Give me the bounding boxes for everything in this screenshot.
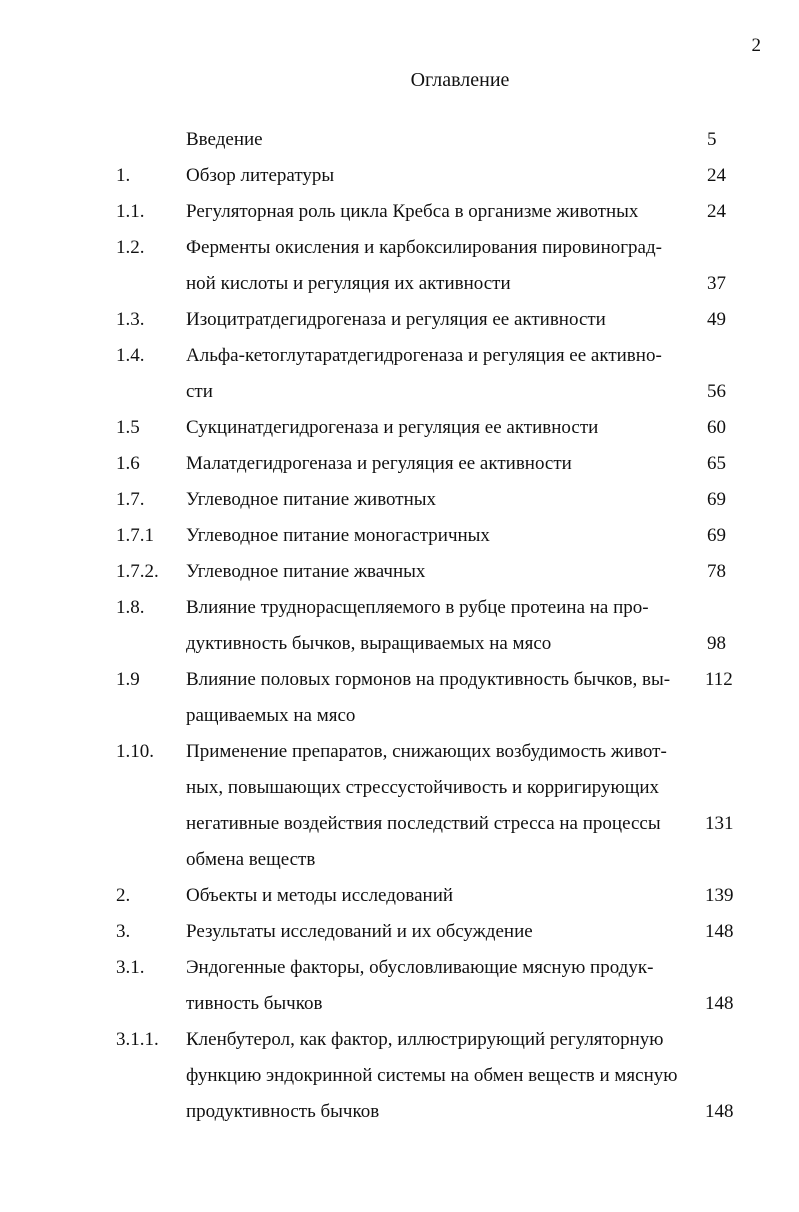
toc-entry-title: продуктивность бычков bbox=[186, 1101, 380, 1122]
toc-entry-title: Кленбутерол, как фактор, иллюстрирующий регуляторную bbox=[186, 1029, 664, 1050]
toc-entry bbox=[0, 518, 799, 554]
toc-entry-page: 148 bbox=[705, 921, 734, 942]
toc-entry-title: сти bbox=[186, 381, 213, 402]
toc-entry-number: 3.1.1. bbox=[116, 1029, 159, 1050]
toc-entry-number: 1.8. bbox=[116, 597, 145, 618]
toc-entry-page: 139 bbox=[705, 885, 734, 906]
toc-entry-line bbox=[0, 950, 799, 986]
toc-entry bbox=[0, 734, 799, 878]
toc-entry-line bbox=[0, 1058, 799, 1094]
toc-entry-title: Альфа-кетоглутаратдегидрогеназа и регуляция ее активно- bbox=[186, 345, 662, 366]
toc-entry-title: ных, повышающих стрессустойчивость и корригирующих bbox=[186, 777, 660, 798]
toc-entry-title: Применение препаратов, снижающих возбудимость живот- bbox=[186, 741, 667, 762]
toc-entry bbox=[0, 878, 799, 914]
toc-entry-number: 1.10. bbox=[116, 741, 154, 762]
toc-entry-title: Углеводное питание жвачных bbox=[186, 561, 426, 582]
toc-entry-line bbox=[0, 986, 799, 1022]
toc-entry bbox=[0, 590, 799, 662]
toc-entry-number: 1.3. bbox=[116, 309, 145, 330]
toc-entry-title: Изоцитратдегидрогеназа и регуляция ее активности bbox=[186, 309, 606, 330]
toc-entry-title: Обзор литературы bbox=[186, 165, 335, 186]
toc-entry-title: Углеводное питание животных bbox=[186, 489, 437, 510]
toc-entry-page: 69 bbox=[707, 489, 726, 510]
toc-entry-title: тивность бычков bbox=[186, 993, 323, 1014]
toc-entry-line bbox=[0, 914, 799, 950]
toc-entry-line bbox=[0, 806, 799, 842]
toc-entry bbox=[0, 446, 799, 482]
toc-entry-number: 2. bbox=[116, 885, 131, 906]
toc-entry-page: 112 bbox=[705, 669, 733, 690]
toc-entry-number: 1.7.2. bbox=[116, 561, 159, 582]
toc-entry-number: 1.4. bbox=[116, 345, 145, 366]
toc-entry-title: Сукцинатдегидрогеназа и регуляция ее активности bbox=[186, 417, 599, 438]
page-number: 2 bbox=[751, 35, 761, 56]
toc-entry-title: негативные воздействия последствий стресса на процессы bbox=[186, 813, 661, 834]
toc-entry-page: 60 bbox=[707, 417, 726, 438]
toc-entry-title: Малатдегидрогеназа и регуляция ее активности bbox=[186, 453, 572, 474]
toc-entry-line bbox=[0, 590, 799, 626]
toc-entry-line bbox=[0, 842, 799, 878]
toc-entry-page: 78 bbox=[707, 561, 726, 582]
toc-entry-number: 3.1. bbox=[116, 957, 145, 978]
toc-entry bbox=[0, 950, 799, 1022]
toc-entry-line bbox=[0, 698, 799, 734]
toc-entry bbox=[0, 914, 799, 950]
toc-entry bbox=[0, 338, 799, 410]
toc-entry-number: 1.1. bbox=[116, 201, 145, 222]
toc-entry-line bbox=[0, 158, 799, 194]
toc-entry bbox=[0, 302, 799, 338]
toc-entry-title: дуктивность бычков, выращиваемых на мясо bbox=[186, 633, 552, 654]
toc-entry-line bbox=[0, 878, 799, 914]
toc-entry-title: функцию эндокринной системы на обмен веществ и мясную bbox=[186, 1065, 678, 1086]
toc-entry bbox=[0, 410, 799, 446]
toc-entry bbox=[0, 122, 799, 158]
toc-entry-number: 1.6 bbox=[116, 453, 140, 474]
toc-entry bbox=[0, 662, 799, 734]
toc-entry-line bbox=[0, 338, 799, 374]
toc-entry-title: Углеводное питание моногастричных bbox=[186, 525, 490, 546]
toc-entry-page: 5 bbox=[707, 129, 717, 150]
toc-entry bbox=[0, 230, 799, 302]
toc-entry-line bbox=[0, 626, 799, 662]
toc-entry-number: 1.5 bbox=[116, 417, 140, 438]
toc-entry-page: 69 bbox=[707, 525, 726, 546]
table-of-contents bbox=[0, 122, 799, 1130]
toc-entry-line bbox=[0, 122, 799, 158]
toc-entry-title: Влияние труднорасщепляемого в рубце протеина на про- bbox=[186, 597, 649, 618]
toc-entry-title: Регуляторная роль цикла Кребса в организме животных bbox=[186, 201, 639, 222]
toc-entry bbox=[0, 482, 799, 518]
toc-entry-page: 24 bbox=[707, 165, 726, 186]
toc-entry-line bbox=[0, 374, 799, 410]
toc-entry bbox=[0, 554, 799, 590]
toc-entry-title: Результаты исследований и их обсуждение bbox=[186, 921, 533, 942]
toc-entry-page: 56 bbox=[707, 381, 726, 402]
toc-entry-number: 1. bbox=[116, 165, 131, 186]
toc-entry-line bbox=[0, 266, 799, 302]
toc-entry-line bbox=[0, 302, 799, 338]
toc-entry bbox=[0, 1022, 799, 1130]
toc-entry-page: 148 bbox=[705, 993, 734, 1014]
page-title: Оглавление bbox=[410, 69, 510, 91]
toc-entry-number: 3. bbox=[116, 921, 131, 942]
toc-entry-page: 98 bbox=[707, 633, 726, 654]
toc-entry-line bbox=[0, 734, 799, 770]
toc-entry-line bbox=[0, 518, 799, 554]
toc-entry-line bbox=[0, 482, 799, 518]
toc-entry-line bbox=[0, 1094, 799, 1130]
toc-entry-page: 49 bbox=[707, 309, 726, 330]
toc-entry bbox=[0, 158, 799, 194]
toc-entry-title: ращиваемых на мясо bbox=[186, 705, 356, 726]
toc-entry-page: 24 bbox=[707, 201, 726, 222]
toc-entry-title: обмена веществ bbox=[186, 849, 316, 870]
toc-entry-title: Ферменты окисления и карбоксилирования пировиноград- bbox=[186, 237, 662, 258]
toc-entry-number: 1.7.1 bbox=[116, 525, 154, 546]
toc-entry-page: 131 bbox=[705, 813, 734, 834]
toc-entry-line bbox=[0, 230, 799, 266]
toc-entry-title: Введение bbox=[186, 129, 263, 150]
toc-entry-title: ной кислоты и регуляция их активности bbox=[186, 273, 511, 294]
toc-entry-line bbox=[0, 662, 799, 698]
toc-entry-number: 1.7. bbox=[116, 489, 145, 510]
toc-entry-title: Влияние половых гормонов на продуктивность бычков, вы- bbox=[186, 669, 671, 690]
toc-entry-line bbox=[0, 770, 799, 806]
toc-entry-number: 1.2. bbox=[116, 237, 145, 258]
toc-entry-line bbox=[0, 1022, 799, 1058]
toc-entry-line bbox=[0, 410, 799, 446]
toc-entry-line bbox=[0, 554, 799, 590]
toc-entry-line bbox=[0, 194, 799, 230]
toc-entry-title: Объекты и методы исследований bbox=[186, 885, 454, 906]
toc-entry-page: 37 bbox=[707, 273, 726, 294]
toc-entry-line bbox=[0, 446, 799, 482]
toc-entry bbox=[0, 194, 799, 230]
toc-entry-number: 1.9 bbox=[116, 669, 140, 690]
toc-entry-page: 148 bbox=[705, 1101, 734, 1122]
toc-entry-page: 65 bbox=[707, 453, 726, 474]
toc-entry-title: Эндогенные факторы, обусловливающие мясную продук- bbox=[186, 957, 654, 978]
